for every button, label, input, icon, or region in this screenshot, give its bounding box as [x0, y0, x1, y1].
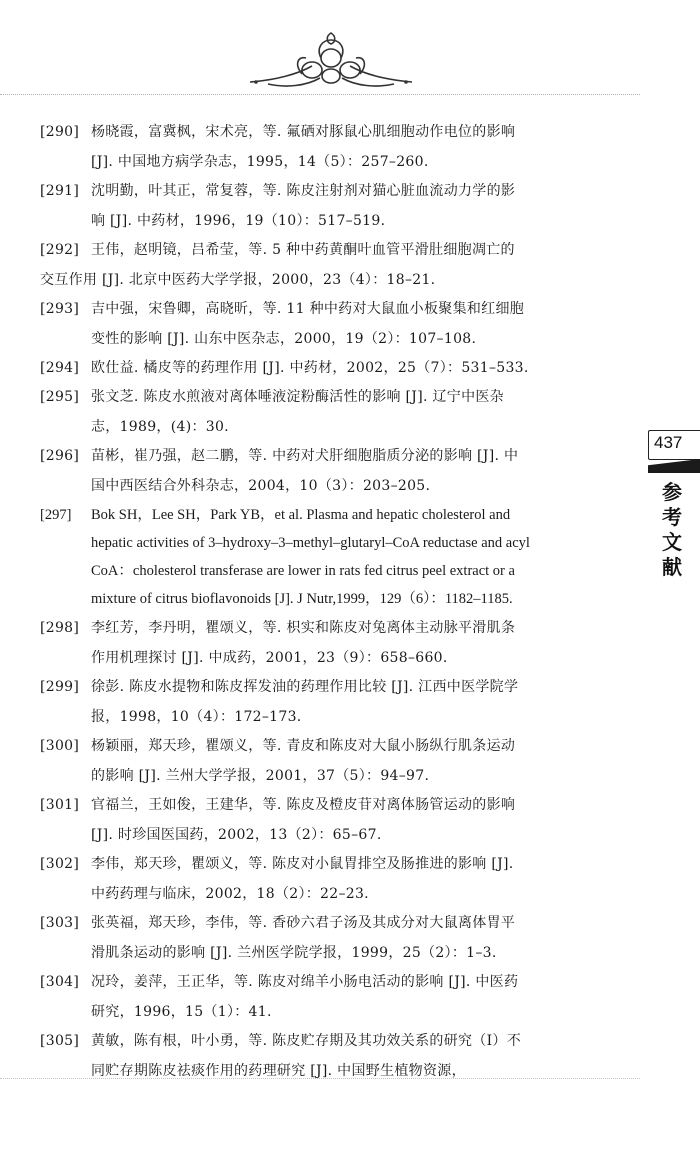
reference-line: 交互作用 [J]. 北京中医药大学学报，2000，23（4）：18–21.	[40, 272, 436, 288]
reference-entry	[40, 181, 615, 231]
reference-text: 张文芝. 陈皮水煎液对离体唾液淀粉酶活性的影响 [J]. 辽宁中医杂	[91, 389, 504, 405]
reference-line	[40, 446, 615, 466]
reference-entry	[40, 358, 615, 378]
reference-number: [298]	[40, 620, 80, 636]
reference-text: 况玲，姜萍，王正华，等. 陈皮对绵羊小肠电活动的影响 [J]. 中医药	[91, 974, 519, 990]
reference-entry	[40, 1031, 615, 1081]
reference-line: 报，1998，10（4）：172–173.	[91, 709, 302, 725]
reference-line	[40, 972, 615, 992]
reference-number: [293]	[40, 301, 80, 317]
reference-number: [304]	[40, 974, 80, 990]
reference-line: [J]. 时珍国医国药，2002，13（2）：65–67.	[91, 827, 382, 843]
reference-text: 官福兰，王如俊，王建华，等. 陈皮及橙皮苷对离体肠管运动的影响	[91, 797, 516, 813]
reference-text: 王伟，赵明镜，吕希莹，等. 5 种中药黄酮叶血管平滑肚细胞凋亡的	[91, 242, 515, 258]
section-label-char: 参	[662, 480, 682, 504]
reference-line: 响 [J]. 中药材，1996，19（10）：517–519.	[91, 213, 386, 229]
reference-entry	[40, 122, 615, 172]
reference-number: [299]	[40, 679, 80, 695]
reference-line	[40, 387, 615, 407]
reference-number: [290]	[40, 124, 80, 140]
reference-line	[40, 913, 615, 933]
reference-text: 沈明勤，叶其正，常复蓉，等. 陈皮注射剂对猫心脏血流动力学的影	[91, 183, 516, 199]
reference-line	[40, 358, 615, 378]
reference-line	[40, 795, 615, 815]
reference-line	[40, 736, 615, 756]
reference-text: 黄敏，陈有根，叶小勇，等. 陈皮贮存期及其功效关系的研究（I）不	[91, 1033, 522, 1049]
page-number: 437	[654, 433, 683, 452]
section-label-char: 文	[662, 530, 682, 554]
reference-line	[40, 854, 615, 874]
reference-entry	[40, 240, 615, 290]
reference-text: Bok SH，Lee SH，Park YB，et al. Plasma and hepatic cholesterol and	[91, 507, 511, 523]
reference-number: [292]	[40, 242, 80, 258]
reference-line	[40, 299, 615, 319]
tab-band	[648, 459, 700, 473]
reference-line: 中药药理与临床，2002，18（2）：22–23.	[91, 886, 369, 902]
reference-entry	[40, 387, 615, 437]
reference-entry	[40, 505, 615, 609]
reference-line: 同贮存期陈皮祛痰作用的药理研究 [J]. 中国野生植物资源，	[91, 1063, 466, 1079]
reference-entry	[40, 299, 615, 349]
reference-entry	[40, 736, 615, 786]
section-label	[660, 480, 684, 580]
reference-text: 张英福，郑天珍，李伟，等. 香砂六君子汤及其成分对大鼠离体胃平	[91, 915, 516, 931]
reference-entry	[40, 446, 615, 496]
reference-line: hepatic activities of 3–hydroxy–3–methyl–glutaryl–CoA reductase and acyl	[91, 535, 530, 551]
reference-number: [305]	[40, 1033, 80, 1049]
header-rule	[0, 94, 640, 95]
reference-entry	[40, 795, 615, 845]
reference-line: 的影响 [J]. 兰州大学学报，2001，37（5）：94–97.	[91, 768, 430, 784]
reference-line	[40, 181, 615, 201]
reference-text: 杨颖丽，郑天珍，瞿颂义，等. 青皮和陈皮对大鼠小肠纵行肌条运动	[91, 738, 516, 754]
reference-list	[40, 122, 615, 1090]
reference-text: 徐彭. 陈皮水提物和陈皮挥发油的药理作用比较 [J]. 江西中医学院学	[91, 679, 519, 695]
reference-number: [296]	[40, 448, 80, 464]
reference-entry	[40, 913, 615, 963]
reference-entry	[40, 854, 615, 904]
reference-text: 欧仕益. 橘皮等的药理作用 [J]. 中药材，2002，25（7）：531–533.	[91, 360, 529, 376]
reference-line	[40, 122, 615, 142]
reference-line: 志，1989，(4)：30.	[91, 419, 229, 435]
reference-number: [295]	[40, 389, 80, 405]
reference-number: [301]	[40, 797, 80, 813]
reference-number: [303]	[40, 915, 80, 931]
reference-line: 变性的影响 [J]. 山东中医杂志，2000，19（2）：107–108.	[91, 331, 477, 347]
section-label-char: 考	[662, 505, 682, 529]
reference-line	[40, 505, 615, 525]
footer-rule	[0, 1078, 640, 1079]
reference-line: CoA：cholesterol transferase are lower in rats fed citrus peel extract or a	[91, 563, 515, 579]
reference-number: [294]	[40, 360, 80, 376]
reference-entry	[40, 972, 615, 1022]
reference-entry	[40, 677, 615, 727]
reference-text: 李伟，郑天珍，瞿颂义，等. 陈皮对小鼠胃排空及肠推进的影响 [J].	[91, 856, 514, 872]
reference-number: [300]	[40, 738, 80, 754]
reference-text: 杨晓霞，富冀枫，宋术亮，等. 氟硒对豚鼠心肌细胞动作电位的影响	[91, 124, 516, 140]
reference-line: 滑肌条运动的影响 [J]. 兰州医学院学报，1999，25（2）：1–3.	[91, 945, 497, 961]
reference-line: mixture of citrus bioflavonoids [J]. J Nutr,1999，129（6）：1182–1185.	[91, 591, 513, 607]
reference-number: [302]	[40, 856, 80, 872]
reference-line: 国中西医结合外科杂志，2004，10（3）：203–205.	[91, 478, 431, 494]
reference-number: [291]	[40, 183, 80, 199]
reference-text: 吉中强，宋鲁卿，高晓昕，等. 11 种中药对大鼠血小板聚集和红细胞	[91, 301, 525, 317]
reference-line	[40, 240, 615, 260]
section-label-char: 献	[662, 555, 682, 579]
reference-text: 苗彬，崔乃强，赵二鹏，等. 中药对犬肝细胞脂质分泌的影响 [J]. 中	[91, 448, 519, 464]
reference-line: 作用机理探讨 [J]. 中成药，2001，23（9）：658–660.	[91, 650, 448, 666]
reference-line	[40, 618, 615, 638]
reference-line	[40, 1031, 615, 1051]
reference-line: [J]. 中国地方病学杂志，1995，14（5）：257–260.	[91, 154, 429, 170]
reference-line: 研究，1996，15（1）：41.	[91, 1004, 272, 1020]
reference-entry	[40, 618, 615, 668]
reference-text: 李红芳，李丹明，瞿颂义，等. 枳实和陈皮对兔离体主动脉平滑肌条	[91, 620, 516, 636]
reference-number: [297]	[40, 507, 72, 523]
decorative-ornament	[246, 30, 416, 92]
reference-line	[40, 677, 615, 697]
